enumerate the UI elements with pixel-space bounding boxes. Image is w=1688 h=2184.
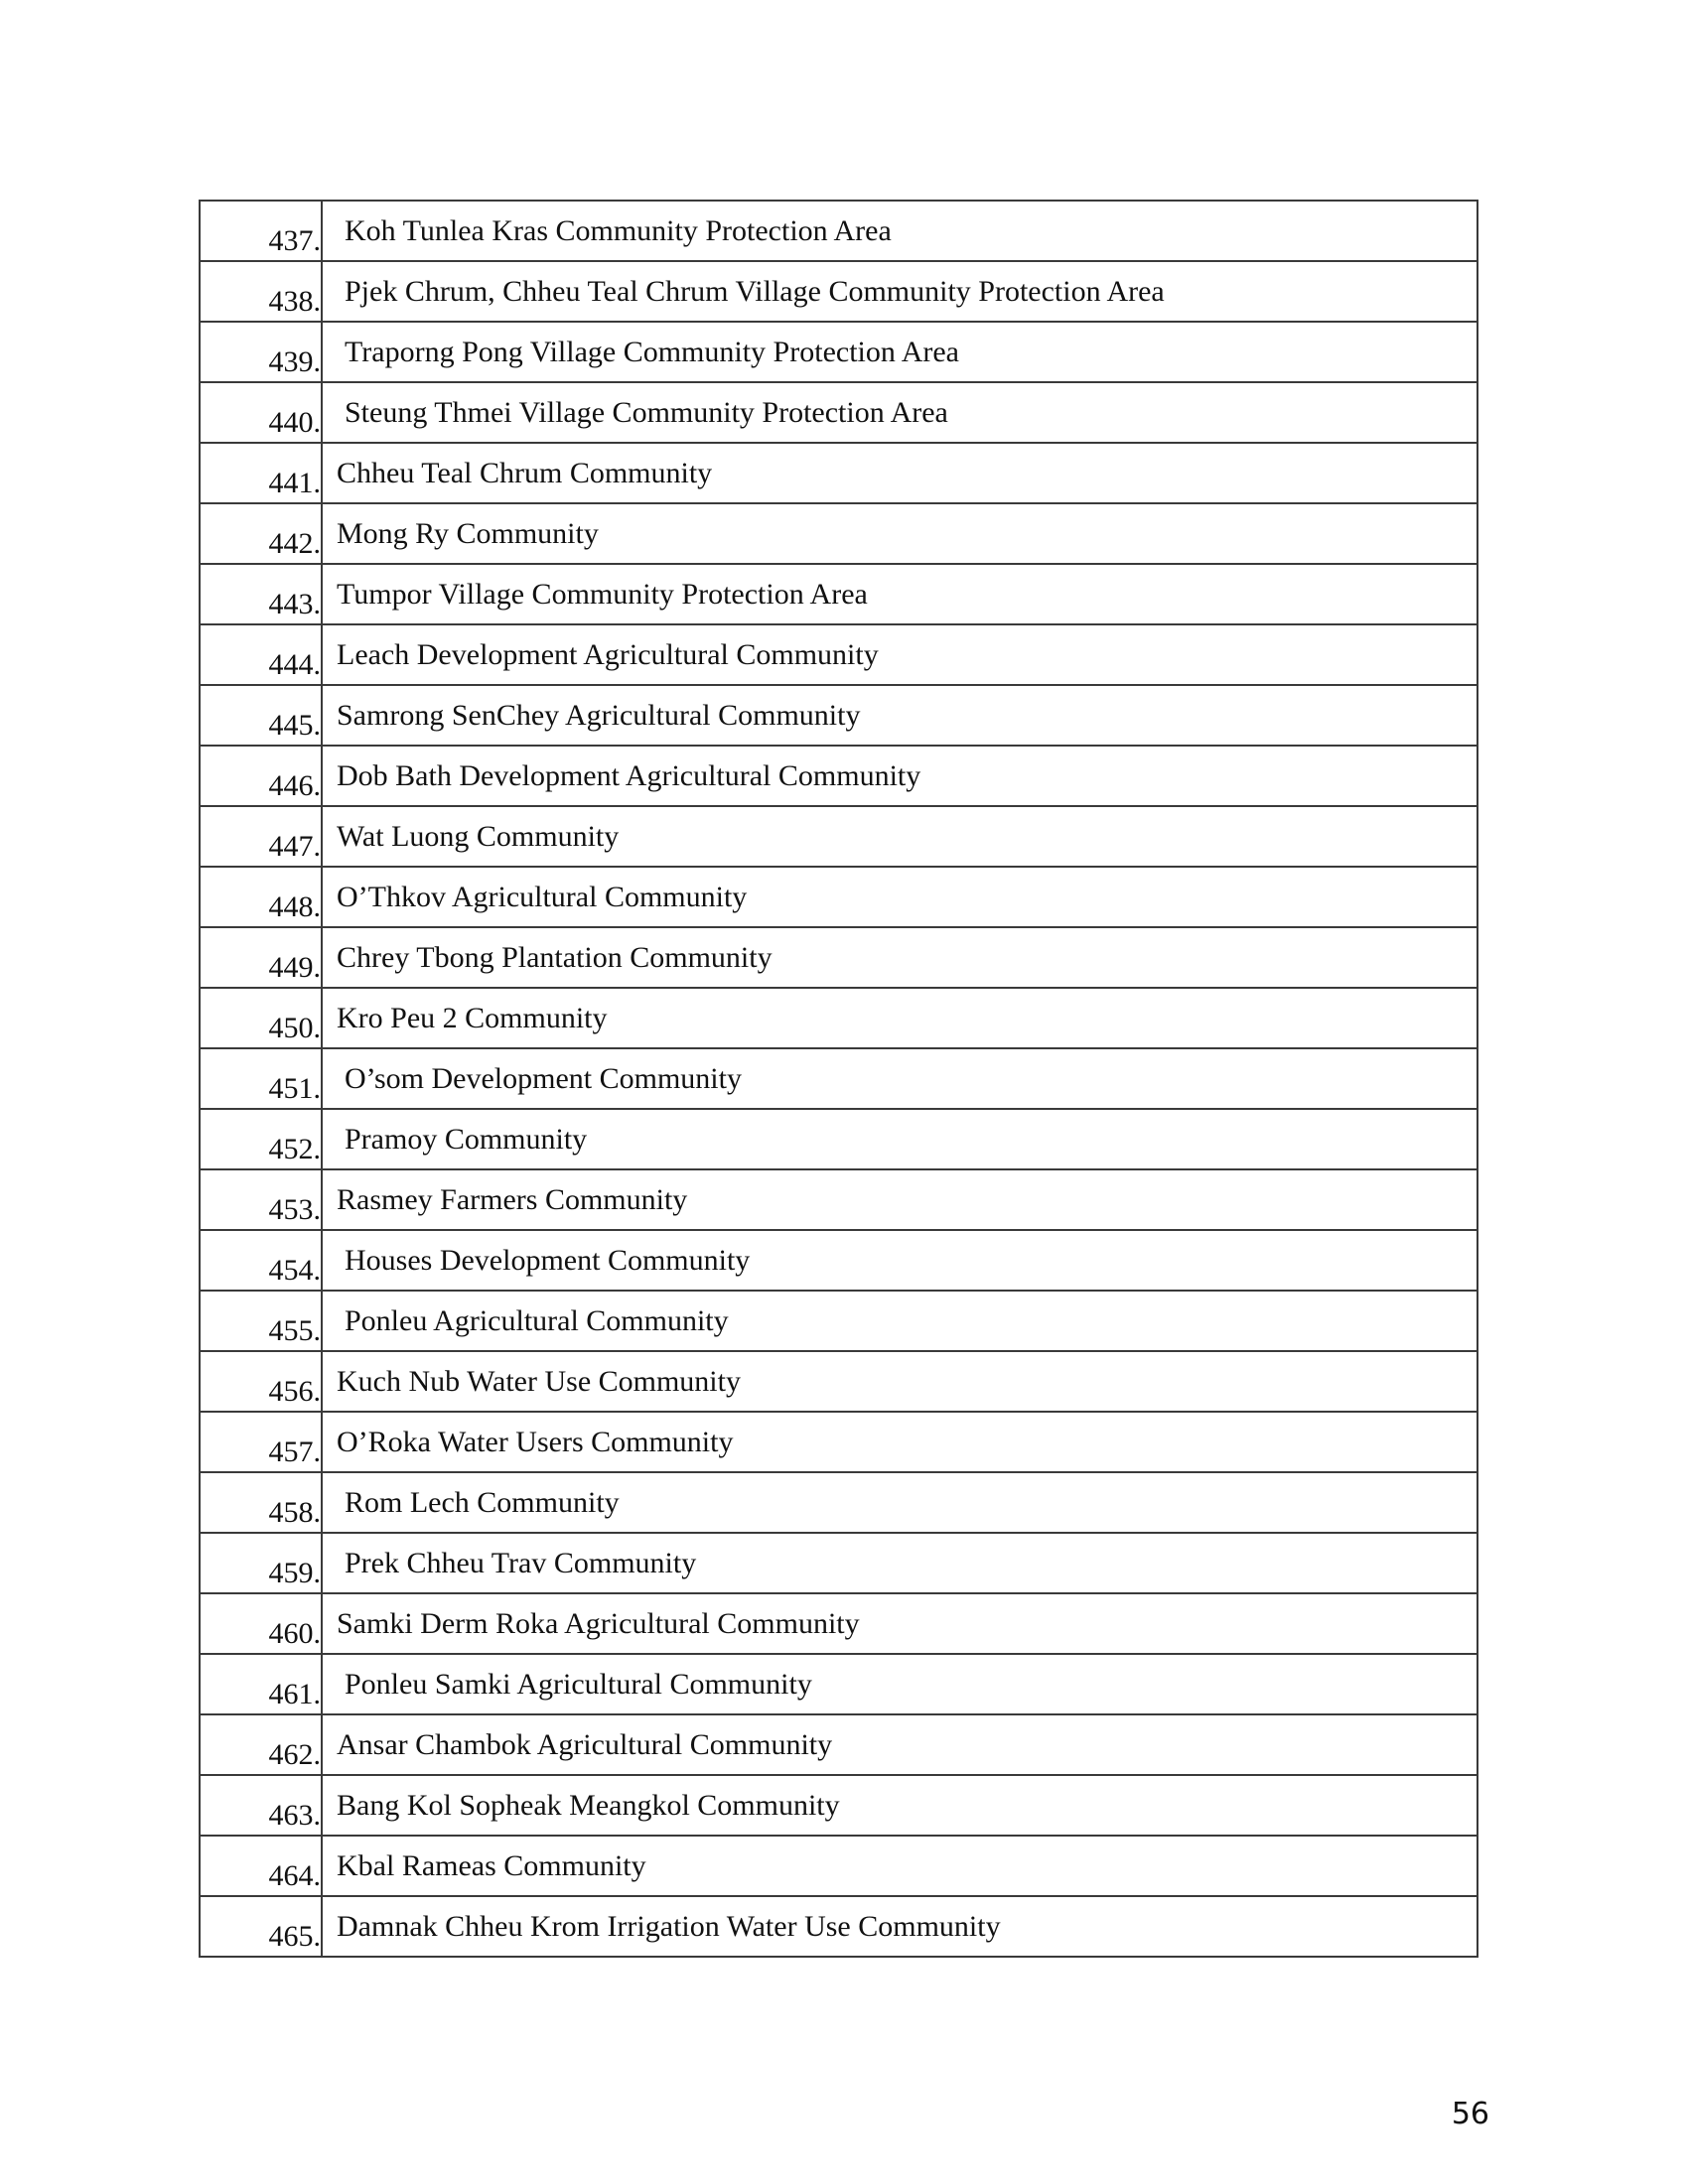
community-name: Damnak Chheu Krom Irrigation Water Use Community (337, 1910, 1001, 1943)
row-number: 440. (268, 406, 321, 439)
row-number-cell (200, 1714, 322, 1775)
community-name-cell (322, 806, 1477, 867)
table-row (200, 1472, 1477, 1533)
row-number-cell (200, 201, 322, 261)
community-name-cell (322, 1654, 1477, 1714)
row-number: 462. (268, 1738, 321, 1771)
row-number: 458. (268, 1496, 321, 1529)
community-name-cell (322, 1412, 1477, 1472)
table-row (200, 746, 1477, 806)
table-row (200, 1896, 1477, 1957)
community-name: Kbal Rameas Community (337, 1849, 646, 1882)
row-number: 444. (268, 648, 321, 681)
row-number-cell (200, 1775, 322, 1836)
row-number-cell (200, 1048, 322, 1109)
table-row (200, 867, 1477, 927)
table-row (200, 1654, 1477, 1714)
community-list-table (199, 200, 1478, 1958)
community-name: Samrong SenChey Agricultural Community (337, 699, 861, 732)
row-number: 439. (268, 345, 321, 378)
community-name: Rom Lech Community (345, 1486, 620, 1519)
row-number: 442. (268, 527, 321, 560)
community-name-cell (322, 1230, 1477, 1291)
row-number: 464. (268, 1859, 321, 1892)
community-name: Leach Development Agricultural Community (337, 638, 879, 671)
table-row (200, 624, 1477, 685)
community-name: Koh Tunlea Kras Community Protection Area (345, 214, 892, 247)
table-row (200, 1230, 1477, 1291)
table-row (200, 1291, 1477, 1351)
table-row (200, 685, 1477, 746)
row-number-cell (200, 1533, 322, 1593)
community-name-cell (322, 443, 1477, 503)
community-name-cell (322, 1351, 1477, 1412)
row-number: 453. (268, 1193, 321, 1226)
row-number: 448. (268, 890, 321, 923)
community-name: Tumpor Village Community Protection Area (337, 578, 868, 611)
community-name-cell (322, 1291, 1477, 1351)
community-name-cell (322, 1836, 1477, 1896)
table-row (200, 1775, 1477, 1836)
row-number: 445. (268, 709, 321, 742)
community-name-cell (322, 382, 1477, 443)
community-name-cell (322, 1896, 1477, 1957)
row-number-cell (200, 564, 322, 624)
community-name: Mong Ry Community (337, 517, 599, 550)
community-name-cell (322, 1714, 1477, 1775)
community-name: Ponleu Agricultural Community (345, 1304, 729, 1337)
row-number: 461. (268, 1678, 321, 1710)
row-number-cell (200, 1169, 322, 1230)
community-name: Dob Bath Development Agricultural Community (337, 759, 921, 792)
row-number: 437. (268, 224, 321, 257)
community-name-cell (322, 746, 1477, 806)
community-name: Ansar Chambok Agricultural Community (337, 1728, 833, 1761)
table-row (200, 322, 1477, 382)
row-number: 450. (268, 1012, 321, 1044)
community-name: Pjek Chrum, Chheu Teal Chrum Village Community Protection Area (345, 275, 1165, 308)
row-number-cell (200, 806, 322, 867)
table-row (200, 382, 1477, 443)
row-number: 449. (268, 951, 321, 984)
row-number-cell (200, 382, 322, 443)
row-number: 456. (268, 1375, 321, 1408)
row-number: 457. (268, 1435, 321, 1468)
row-number-cell (200, 1412, 322, 1472)
community-name: Houses Development Community (345, 1244, 751, 1277)
community-name: Bang Kol Sopheak Meangkol Community (337, 1789, 840, 1822)
table-row (200, 1169, 1477, 1230)
community-name-cell (322, 685, 1477, 746)
community-name-cell (322, 201, 1477, 261)
table-row (200, 1048, 1477, 1109)
community-name: O’Roka Water Users Community (337, 1426, 734, 1458)
row-number: 443. (268, 588, 321, 620)
row-number-cell (200, 1654, 322, 1714)
table-row (200, 564, 1477, 624)
community-name-cell (322, 1169, 1477, 1230)
row-number-cell (200, 927, 322, 988)
row-number-cell (200, 685, 322, 746)
community-name: Kuch Nub Water Use Community (337, 1365, 741, 1398)
community-name-cell (322, 564, 1477, 624)
page-number: 56 (1451, 2097, 1489, 2131)
row-number: 447. (268, 830, 321, 863)
row-number: 441. (268, 467, 321, 499)
table-row (200, 1412, 1477, 1472)
community-name-cell (322, 322, 1477, 382)
community-name-cell (322, 988, 1477, 1048)
community-name: Chheu Teal Chrum Community (337, 457, 713, 489)
table-row (200, 201, 1477, 261)
community-name-cell (322, 1048, 1477, 1109)
table-row (200, 1109, 1477, 1169)
row-number-cell (200, 1109, 322, 1169)
community-name: Samki Derm Roka Agricultural Community (337, 1607, 860, 1640)
community-name-cell (322, 1533, 1477, 1593)
table-row (200, 1714, 1477, 1775)
row-number-cell (200, 1351, 322, 1412)
row-number: 459. (268, 1557, 321, 1589)
row-number-cell (200, 867, 322, 927)
row-number: 451. (268, 1072, 321, 1105)
row-number-cell (200, 503, 322, 564)
community-name-cell (322, 503, 1477, 564)
row-number-cell (200, 624, 322, 685)
community-name: Steung Thmei Village Community Protection Area (345, 396, 948, 429)
table-row (200, 806, 1477, 867)
community-name: O’Thkov Agricultural Community (337, 881, 748, 913)
row-number: 454. (268, 1254, 321, 1287)
row-number-cell (200, 1896, 322, 1957)
community-name-cell (322, 1775, 1477, 1836)
community-name: Rasmey Farmers Community (337, 1183, 688, 1216)
table-row (200, 988, 1477, 1048)
community-name: Traporng Pong Village Community Protection Area (345, 336, 959, 368)
row-number-cell (200, 1230, 322, 1291)
row-number: 455. (268, 1314, 321, 1347)
community-name-cell (322, 1472, 1477, 1533)
table-row (200, 503, 1477, 564)
community-name: Wat Luong Community (337, 820, 620, 853)
community-name: Kro Peu 2 Community (337, 1002, 608, 1034)
row-number-cell (200, 746, 322, 806)
table-row (200, 261, 1477, 322)
table-row (200, 1351, 1477, 1412)
community-name: Ponleu Samki Agricultural Community (345, 1668, 812, 1701)
community-name: Chrey Tbong Plantation Community (337, 941, 773, 974)
community-name-cell (322, 867, 1477, 927)
row-number: 460. (268, 1617, 321, 1650)
community-name: Pramoy Community (345, 1123, 588, 1156)
table-row (200, 927, 1477, 988)
row-number-cell (200, 1291, 322, 1351)
community-name-cell (322, 1109, 1477, 1169)
community-name-cell (322, 261, 1477, 322)
community-name-cell (322, 927, 1477, 988)
community-name-cell (322, 624, 1477, 685)
table-row (200, 1836, 1477, 1896)
row-number-cell (200, 1836, 322, 1896)
row-number-cell (200, 261, 322, 322)
table-body (200, 201, 1477, 1957)
row-number: 446. (268, 769, 321, 802)
row-number-cell (200, 1593, 322, 1654)
community-name: O’som Development Community (345, 1062, 742, 1095)
row-number-cell (200, 988, 322, 1048)
row-number-cell (200, 443, 322, 503)
row-number: 463. (268, 1799, 321, 1832)
table-row (200, 443, 1477, 503)
row-number: 465. (268, 1920, 321, 1953)
row-number: 452. (268, 1133, 321, 1165)
table-row (200, 1533, 1477, 1593)
table-row (200, 1593, 1477, 1654)
community-name-cell (322, 1593, 1477, 1654)
row-number: 438. (268, 285, 321, 318)
community-name: Prek Chheu Trav Community (345, 1547, 697, 1579)
row-number-cell (200, 1472, 322, 1533)
row-number-cell (200, 322, 322, 382)
